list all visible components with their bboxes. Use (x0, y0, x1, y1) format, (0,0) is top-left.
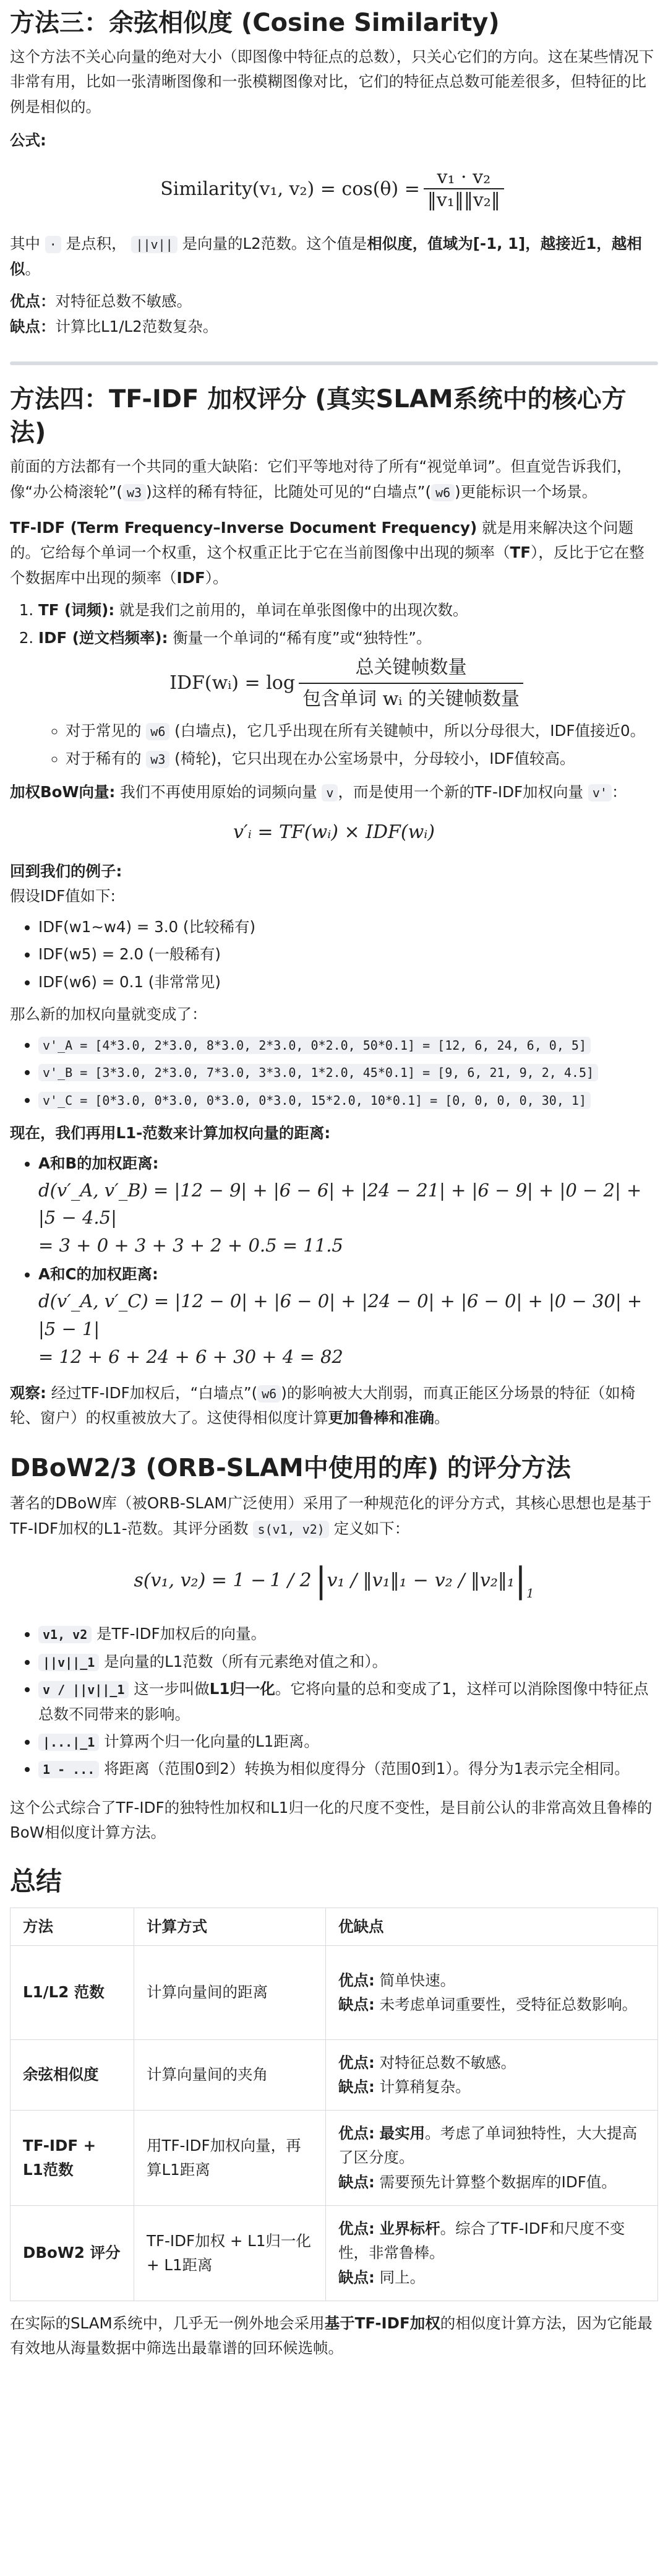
obs-bold: 更加鲁棒和准确 (328, 1409, 434, 1427)
list-item (38, 1087, 658, 1112)
list-item (38, 1649, 658, 1674)
abs-bar-right: | (514, 1560, 526, 1601)
bullet-text: 计算两个归一化向量的L1距离。 (99, 1732, 319, 1750)
table-row (11, 2205, 658, 2301)
term-code: 1 - ... (38, 1761, 99, 1778)
pro-bold: 业界标杆 (379, 2219, 440, 2238)
table-row (11, 1945, 658, 2039)
dbow-text: 定义如下： (328, 1519, 410, 1537)
list-item (38, 1622, 658, 1646)
list-text: 衡量一个单词的“稀有度”或“独特性”。 (168, 628, 432, 647)
section-title-cosine: 方法三：余弦相似度 (Cosine Similarity) (10, 9, 500, 37)
bow-bold: 加权BoW向量: (10, 782, 116, 801)
idf-formula-denominator: 包含单词 wᵢ 的关键帧数量 (299, 683, 523, 715)
dbow-closing: 这个公式综合了TF-IDF的独特性加权和L1归一化的尺度不变性，是目前公认的非常高效且鲁棒的BoW相似度计算方法。 (10, 1798, 653, 1842)
note-text: 其中 (10, 235, 40, 253)
list-item (38, 1262, 658, 1370)
method-cell: DBoW2 评分 (11, 2205, 134, 2301)
idf-values-list (10, 915, 658, 995)
pro-label: 优点: (338, 2219, 375, 2238)
list-text: 就是我们之前用的，单词在单张图像中的出现次数。 (114, 601, 468, 620)
section-title-dbow: DBoW2/3 (ORB-SLAM中使用的库) 的评分方法 (10, 1454, 571, 1483)
def-text: ），反比于它在整个数据库中出现的频率（ (10, 543, 644, 587)
col-header: 优缺点 (326, 1908, 658, 1945)
con-label: 缺点: (338, 2078, 375, 2096)
w6-code: w6 (431, 484, 455, 501)
idf-sub-list (38, 719, 658, 771)
bullet-text: 是向量的L1范数（所有元素绝对值之和）。 (99, 1652, 388, 1671)
bullet-text: 将距离（范围0到2）转换为相似度得分（范围0到1）。得分为1表示完全相同。 (99, 1760, 630, 1778)
distance-label: • A和C的加权距离: (38, 1265, 158, 1284)
cosine-pro (10, 289, 658, 314)
list-item (38, 1677, 658, 1727)
tfidf-intro (10, 454, 658, 504)
table-row (11, 2110, 658, 2205)
cosine-intro: 这个方法不关心向量的绝对大小（即图像中特征点的总数），只关心它们的方向。这在某些情况下非常有用，比如一张清晰图像和一张模糊图像对比，它们的特征点总数可能差很多，但特征的比例是相似的。 (10, 48, 654, 116)
distance-line: d(v′_A, v′_C) = |12 − 0| + |6 − 0| + |24 − 0| + |6 − 0| + |0 − 30| + |5 − 1| (38, 1290, 643, 1339)
cosine-formula-numerator: v₁ · v₂ (437, 166, 491, 189)
con-text: 同上。 (374, 2268, 426, 2286)
list-item (38, 1729, 658, 1754)
tfidf-definition (10, 516, 658, 590)
method-cell: 余弦相似度 (11, 2039, 134, 2110)
proscons-cell (326, 2039, 658, 2110)
cosine-formula-lhs: Similarity(v₁, v₂) = cos(θ) = (160, 178, 420, 200)
list-item (66, 719, 658, 743)
list-item (38, 626, 658, 771)
list-item: • IDF(w6) = 0.1 (非常常见) (38, 970, 658, 995)
distance-line: = 12 + 6 + 24 + 6 + 30 + 4 = 82 (38, 1346, 343, 1367)
bow-text: ，而是使用一个新的TF-IDF加权向量 (338, 782, 588, 801)
note-text: 。 (25, 259, 40, 278)
con-label: 缺点： (10, 317, 56, 335)
idf-formula (38, 650, 658, 716)
con-label: 缺点: (338, 2172, 375, 2191)
w6-code: w6 (146, 723, 169, 740)
con-label: 缺点: (338, 1995, 375, 2014)
intro-text: )这样的稀有特征，比随处可见的“白墙点”( (146, 482, 432, 501)
distance-line: = 3 + 0 + 3 + 3 + 2 + 0.5 = 11.5 (38, 1235, 343, 1256)
obs-text: 。 (434, 1409, 450, 1427)
tfidf-term: TF-IDF (Term Frequency–Inverse Document Frequency) (10, 518, 477, 537)
dbow-bullets (10, 1622, 658, 1782)
dot-code: · (45, 236, 61, 253)
pro-label: 优点: (338, 1971, 375, 1989)
abs-bar-left: | (315, 1560, 327, 1601)
distance-list (10, 1151, 658, 1370)
proscons-cell (326, 2110, 658, 2205)
term-code: v1, v2 (38, 1626, 92, 1643)
obs-bold: 观察: (10, 1383, 46, 1402)
distance-line: d(v′_A, v′_B) = |12 − 9| + |6 − 6| + |24 − 21| + |6 − 9| + |0 − 2| + |5 − 4.5| (38, 1179, 642, 1229)
obs-text: )的影响被大大削弱，而真正能区分场景的特征（如椅轮、窗户）的权重被放大了。这使得相似度计算 (10, 1383, 636, 1427)
method-cell: TF-IDF + L1范数 (11, 2110, 134, 2205)
list-bold: IDF (逆文档频率): (38, 628, 168, 647)
calc-cell: TF-IDF加权 + L1归一化 + L1距离 (134, 2205, 326, 2301)
def-text: ）。 (205, 568, 228, 587)
dbow-formula: s(v₁, v₂) = 1 − 1 / 2 | v₁ / ‖v₁‖₁ − v₂ / ‖v₂‖₁ | 1 (134, 1560, 534, 1601)
tfidf-list (10, 598, 658, 771)
cosine-formula-denominator: ‖v₁‖‖v₂‖ (424, 188, 504, 211)
pro-bold: 最实用 (379, 2124, 426, 2143)
w6-code: w6 (257, 1385, 281, 1403)
con-label: 缺点: (338, 2268, 375, 2286)
sub-text: 对于稀有的 (66, 749, 147, 767)
weighted-vectors-list (10, 1032, 658, 1112)
dbow-formula-v2: v₂ / ‖v₂‖₁ (434, 1569, 515, 1591)
con-text: 未考虑单词重要性，受特征总数影响。 (374, 1995, 638, 2014)
list-item: • IDF(w5) = 2.0 (一般稀有) (38, 942, 658, 967)
list-item (38, 598, 658, 623)
def-text: 就是用来解决这个问题的。它给每个单词一个权重，这个权重正比于它在当前图像中出现的频率（ (10, 518, 633, 562)
pro-text: 简单快速。 (374, 1971, 456, 1989)
example-intro: 假设IDF值如下: (10, 886, 116, 905)
section-title-tfidf: 方法四：TF-IDF 加权评分 (真实SLAM系统中的核心方法) (10, 385, 627, 447)
idf-term: IDF (176, 568, 205, 587)
bow-text: ： (611, 782, 627, 801)
calc-cell: 用TF-IDF加权向量，再算L1距离 (134, 2110, 326, 2205)
idf-formula-numerator: 总关键帧数量 (355, 656, 467, 678)
tf-term: TF (510, 543, 531, 562)
distance-label: • A和B的加权距离: (38, 1154, 159, 1173)
final-text: 在实际的SLAM系统中，几乎无一例外地会采用 (10, 2314, 325, 2332)
proscons-cell (326, 1945, 658, 2039)
bullet-text: 这一步叫做 (129, 1680, 210, 1698)
col-header: 计算方式 (134, 1908, 326, 1945)
pro-label: 优点： (10, 292, 56, 311)
dbow-text: 著名的DBoW库（被ORB-SLAM广泛使用）采用了一种规范化的评分方式，其核心思想也是基于TF-IDF加权的L1-范数。其评分函数 (10, 1494, 652, 1537)
sub-text: (椅轮)，它只出现在办公室场景中，分母较小，IDF值较高。 (169, 749, 575, 767)
pro-text: 对特征总数不敏感。 (55, 292, 192, 311)
bullet-bold: L1归一化 (209, 1680, 275, 1698)
sub-text: 对于常见的 (66, 722, 147, 740)
w3-code: w3 (122, 484, 146, 501)
intro-text: 前面的方法都有一个共同的重大缺陷：它们平等地对待了所有“视觉单词”。但直觉告诉我们，像“办公椅滚轮”( (10, 457, 632, 501)
pro-label: 优点: (338, 2124, 375, 2143)
bullet-text: 是TF-IDF加权后的向量。 (92, 1625, 267, 1643)
dbow-intro (10, 1491, 658, 1541)
calc-cell: 计算向量间的夹角 (134, 2039, 326, 2110)
list-bold: TF (词频): (38, 601, 115, 620)
pro-text: 。综合了TF-IDF和尺度不变性，非常鲁棒。 (338, 2219, 625, 2262)
cosine-note (10, 231, 658, 282)
bow-text: 我们不再使用原始的词频向量 (115, 782, 322, 801)
pro-label: 优点: (338, 2053, 375, 2072)
vector-code: v'_C = [0*3.0, 0*3.0, 0*3.0, 0*3.0, 15*2.0, 10*0.1] = [0, 0, 0, 0, 30, 1] (38, 1092, 591, 1109)
cosine-con (10, 314, 658, 339)
dbow-formula-v1: v₁ / ‖v₁‖₁ (327, 1569, 407, 1591)
formula-label: 公式: (10, 131, 46, 150)
col-header: 方法 (11, 1908, 134, 1945)
calc-cell: 计算向量间的距离 (134, 1945, 326, 2039)
list-item (38, 1151, 658, 1260)
weighted-formula: v′ᵢ = TF(wᵢ) × IDF(wᵢ) (233, 821, 435, 843)
con-text: 计算比L1/L2范数复杂。 (55, 317, 218, 335)
final-text: 的相似度计算方法，因为它能最有效地从海量数据中筛选出最靠谱的回环候选帧。 (10, 2314, 653, 2357)
term-code: v / ||v||_1 (38, 1681, 129, 1698)
term-code: |...|_1 (38, 1734, 99, 1751)
note-text: 是向量的L2范数。这个值是 (182, 235, 367, 253)
pro-text: 对特征总数不敏感。 (374, 2053, 516, 2072)
score-fn-code: s(v1, v2) (253, 1521, 328, 1538)
observation (10, 1381, 658, 1431)
intro-text: )更能标识一个场景。 (455, 482, 597, 501)
method-cell: L1/L2 范数 (11, 1945, 134, 2039)
dbow-formula-lhs: s(v₁, v₂) = 1 − (134, 1569, 267, 1591)
bullet-text: 。它将向量的总和变成了1，这样可以消除图像中特征点总数不同带来的影响。 (38, 1680, 649, 1723)
list-item (66, 746, 658, 771)
norm-code: ||v|| (131, 236, 177, 253)
list-item (38, 1060, 658, 1084)
note-text: 是点积， (66, 235, 127, 253)
dbow-formula-half: 1 / 2 (270, 1569, 312, 1591)
idf-formula-lhs: IDF(wᵢ) = log (169, 672, 296, 694)
table-row (11, 2039, 658, 2110)
summary-table (10, 1908, 658, 2301)
list-item (38, 1032, 658, 1057)
cosine-formula (10, 152, 658, 225)
vprime-code: v' (588, 784, 612, 802)
section-title-summary: 总结 (10, 1865, 62, 1896)
example-title: 回到我们的例子: (10, 862, 122, 881)
weighted-intro: 那么新的加权向量就变成了： (10, 1005, 207, 1024)
weighted-bow (10, 780, 658, 805)
table-header-row (11, 1908, 658, 1945)
section-divider (10, 361, 658, 365)
vector-code: v'_A = [4*3.0, 2*3.0, 8*3.0, 2*3.0, 0*2.0, 50*0.1] = [12, 6, 24, 6, 0, 5] (38, 1037, 591, 1054)
con-text: 计算稍复杂。 (374, 2078, 471, 2096)
note-bold: 相似度，值域为[-1, 1]，越接近1，越相似 (10, 235, 642, 278)
sub-text: (白墙点)，它几乎出现在所有关键帧中，所以分母很大，IDF值接近0。 (169, 722, 646, 740)
list-item (38, 1757, 658, 1781)
summary-final (10, 2311, 658, 2361)
vector-code: v'_B = [3*3.0, 2*3.0, 7*3.0, 3*3.0, 1*2.0, 45*0.1] = [9, 6, 21, 9, 2, 4.5] (38, 1064, 598, 1081)
v-code: v (322, 784, 338, 802)
list-item: • IDF(w1~w4) = 3.0 (比较稀有) (38, 915, 658, 940)
obs-text: 经过TF-IDF加权后，“白墙点”( (46, 1383, 258, 1402)
con-text: 需要预先计算整个数据库的IDF值。 (374, 2172, 617, 2191)
proscons-cell (326, 2205, 658, 2301)
recalc-title: 现在，我们再用L1-范数来计算加权向量的距离: (10, 1123, 331, 1142)
final-bold: 基于TF-IDF加权 (324, 2314, 440, 2332)
term-code: ||v||_1 (38, 1654, 99, 1671)
w3-code: w3 (146, 751, 169, 768)
pro-text: 。考虑了单词独特性，大大提高了区分度。 (338, 2124, 638, 2167)
